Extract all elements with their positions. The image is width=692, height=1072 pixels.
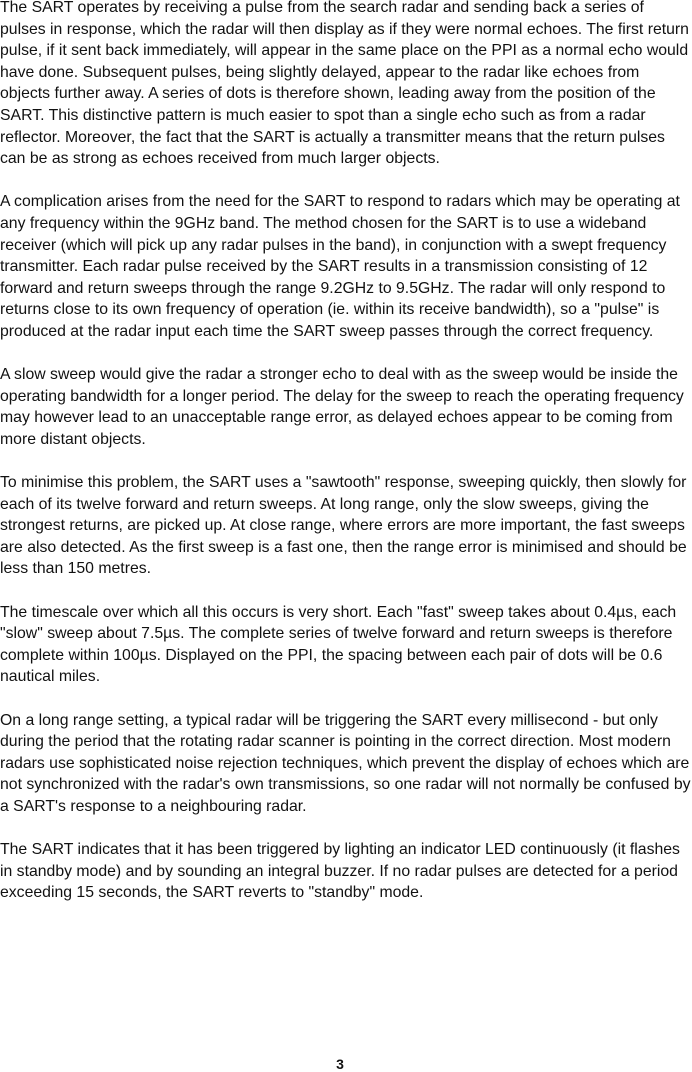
paragraph-frequency-complication: A complication arises from the need for the SART to respond to radars which may be operating at any frequency within the 9GHz band. The method chosen for the SART is to use a wideband receiver (which will pick up any radar pulses in the band), in conjunction with a swept frequency transmitter. Each radar pulse received by the SART results in a transmission consisting of 12 forward and return sweeps through the range 9.2GHz to 9.5GHz. The radar will only respond to returns close to its own frequency of operation (ie. within its receive bandwidth), so a "pulse" is produced at the radar input each time the SART sweep passes through the correct frequency.	[0, 193, 680, 340]
paragraph-timescale: The timescale over which all this occurs is very short. Each "fast" sweep takes about 0.4µs, each "slow" sweep about 7.5µs. The complete series of twelve forward and return sweeps is therefore complete within 100µs. Displayed on the PPI, the spacing between each pair of dots will be 0.6 nautical miles.	[0, 603, 677, 686]
paragraph-indicator-led: The SART indicates that it has been triggered by lighting an indicator LED continuously (it flashes in standby mode) and by sounding an integral buzzer. If no radar pulses are detected for a period exceeding 15 seconds, the SART reverts to "standby" mode.	[0, 841, 680, 902]
paragraph-long-range-setting: On a long range setting, a typical radar will be triggering the SART every millisecond - but only during the period that the rotating radar scanner is pointing in the correct direction. Most modern radars use sophisticated noise rejection techniques, which prevent the display of echoes which are not synchronized with the radar's own transmissions, so one radar will not normally be confused by a SART's response to a neighbouring radar.	[0, 711, 691, 815]
paragraph-sawtooth-response: To minimise this problem, the SART uses a "sawtooth" response, sweeping quickly, then slowly for each of its twelve forward and return sweeps. At long range, only the slow sweeps, giving the strongest returns, are picked up. At close range, where errors are more important, the fast sweeps are also detected. As the first sweep is a fast one, then the range error is minimised and should be less than 150 metres.	[0, 474, 687, 578]
page-number: 3	[336, 1056, 344, 1072]
paragraph-slow-sweep: A slow sweep would give the radar a stronger echo to deal with as the sweep would be inside the operating bandwidth for a longer period. The delay for the sweep to reach the operating frequency may however lead to an unacceptable range error, as delayed echoes appear to be coming from more distant objects.	[0, 366, 684, 448]
paragraph-sart-operation: The SART operates by receiving a pulse from the search radar and sending back a series of pulses in response, which the radar will then display as if they were normal echoes. The first return pulse, if it sent back immediately, will appear in the same place on the PPI as a normal echo would have done. Subsequent pulses, being slightly delayed, appear to the radar like echoes from objects further away. A series of dots is therefore shown, leading away from the position of the SART. This distinctive pattern is much easier to spot than a single echo such as from a radar reflector. Moreover, the fact that the SART is actually a transmitter means that the return pulses can be as strong as echoes received from much larger objects.	[0, 0, 689, 168]
